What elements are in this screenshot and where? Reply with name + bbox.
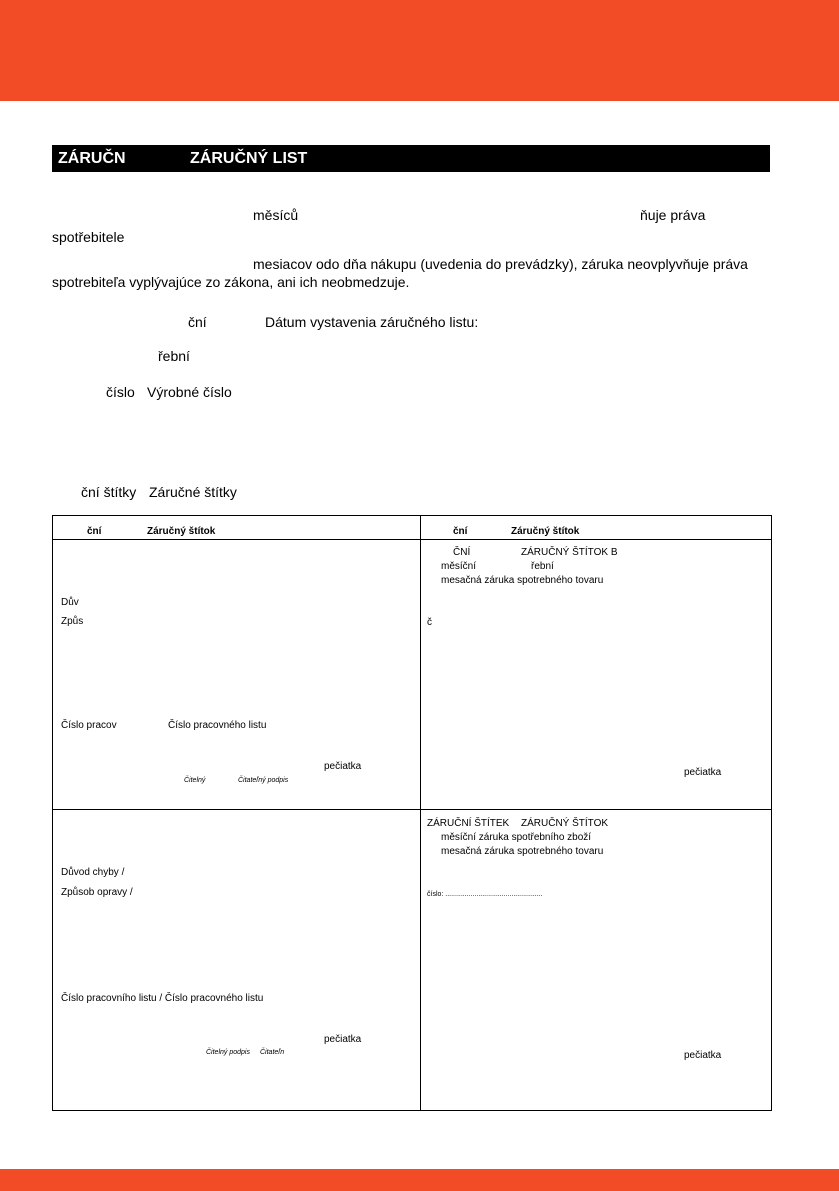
cell1-worksheet-sk: Číslo pracovného listu — [168, 720, 267, 731]
cell1-stamp: pečiatka — [324, 761, 362, 772]
cell2-line-cz-a: měsíční — [441, 561, 477, 572]
cell3-stamp: pečiatka — [324, 1034, 362, 1045]
date-label-cz: ční — [188, 314, 207, 330]
table-divider-header — [53, 539, 771, 540]
table-header-left-cz: ční — [87, 526, 102, 537]
cell4-number: číslo: .................................................. — [427, 891, 543, 898]
table-divider-vertical — [420, 516, 421, 1110]
cell2-number: č — [427, 617, 432, 628]
intro-sk-line1: mesiacov odo dňa nákupu (uvedenia do prevádzky), záruka neovplyvňuje práva — [253, 256, 748, 272]
page-title: ZÁRUČNÝ LIST — [190, 150, 308, 167]
intro-cz-consumer: spotřebitele — [52, 229, 125, 245]
date-label-sk: Dátum vystavenia záručného listu: — [265, 314, 479, 330]
footer-band — [0, 1169, 839, 1191]
cell2-title-sk: ZÁRUČNÝ ŠTÍTOK B — [521, 547, 618, 558]
warranty-labels-table — [52, 515, 772, 1111]
serial-label-sk: Výrobné číslo — [147, 384, 232, 400]
cell2-title-cz: ČNÍ — [453, 547, 471, 558]
title-bar — [52, 145, 770, 172]
cell3-sign-cz: Čitelný podpis — [206, 1049, 250, 1056]
cell2-line-sk: mesačná záruka spotrebného tovaru — [441, 575, 604, 586]
header-band — [0, 0, 839, 101]
cell1-method: Způs — [61, 616, 84, 627]
title-left: ZÁRUČN — [58, 150, 126, 167]
intro-cz-rights: ňuje práva — [640, 207, 706, 223]
labels-heading-cz: ční štítky — [81, 484, 137, 500]
table-header-right-sk: Záručný štítok — [511, 526, 580, 537]
intro-cz-months: měsíců — [253, 207, 299, 223]
table-header-right-cz: ční — [453, 526, 468, 537]
cell3-sign-sk: Čitateľn — [260, 1049, 285, 1056]
table-divider-middle — [53, 809, 771, 810]
cell3-worksheet: Číslo pracovního listu / Číslo pracovného listu — [61, 993, 264, 1004]
product-label-cz: řební — [158, 348, 190, 364]
cell1-sign-cz: Čitelný — [184, 777, 206, 784]
serial-label-cz: číslo — [106, 384, 135, 400]
table-header-left-sk: Záručný štítok — [147, 526, 216, 537]
cell4-line-cz: měsíční záruka spotřebního zboží — [441, 832, 592, 843]
cell4-stamp: pečiatka — [684, 1050, 722, 1061]
labels-heading-sk: Záručné štítky — [149, 484, 237, 500]
cell3-reason: Důvod chyby / — [61, 867, 125, 878]
cell2-stamp: pečiatka — [684, 767, 722, 778]
cell4-line-sk: mesačná záruka spotrebného tovaru — [441, 846, 604, 857]
cell1-reason: Dův — [61, 597, 79, 608]
cell2-line-cz-b: řební — [531, 561, 554, 572]
cell3-method: Způsob opravy / — [61, 887, 133, 898]
cell4-title-cz: ZÁRUČNÍ ŠTÍTEK — [427, 818, 510, 829]
cell1-worksheet-cz: Číslo pracov — [61, 720, 117, 731]
cell1-sign-sk: Čitateľný podpis — [238, 777, 289, 784]
intro-sk-line2: spotrebiteľa vyplývajúce zo zákona, ani ich neobmedzuje. — [52, 274, 410, 290]
cell4-title-sk: ZÁRUČNÝ ŠTÍTOK — [521, 818, 609, 829]
